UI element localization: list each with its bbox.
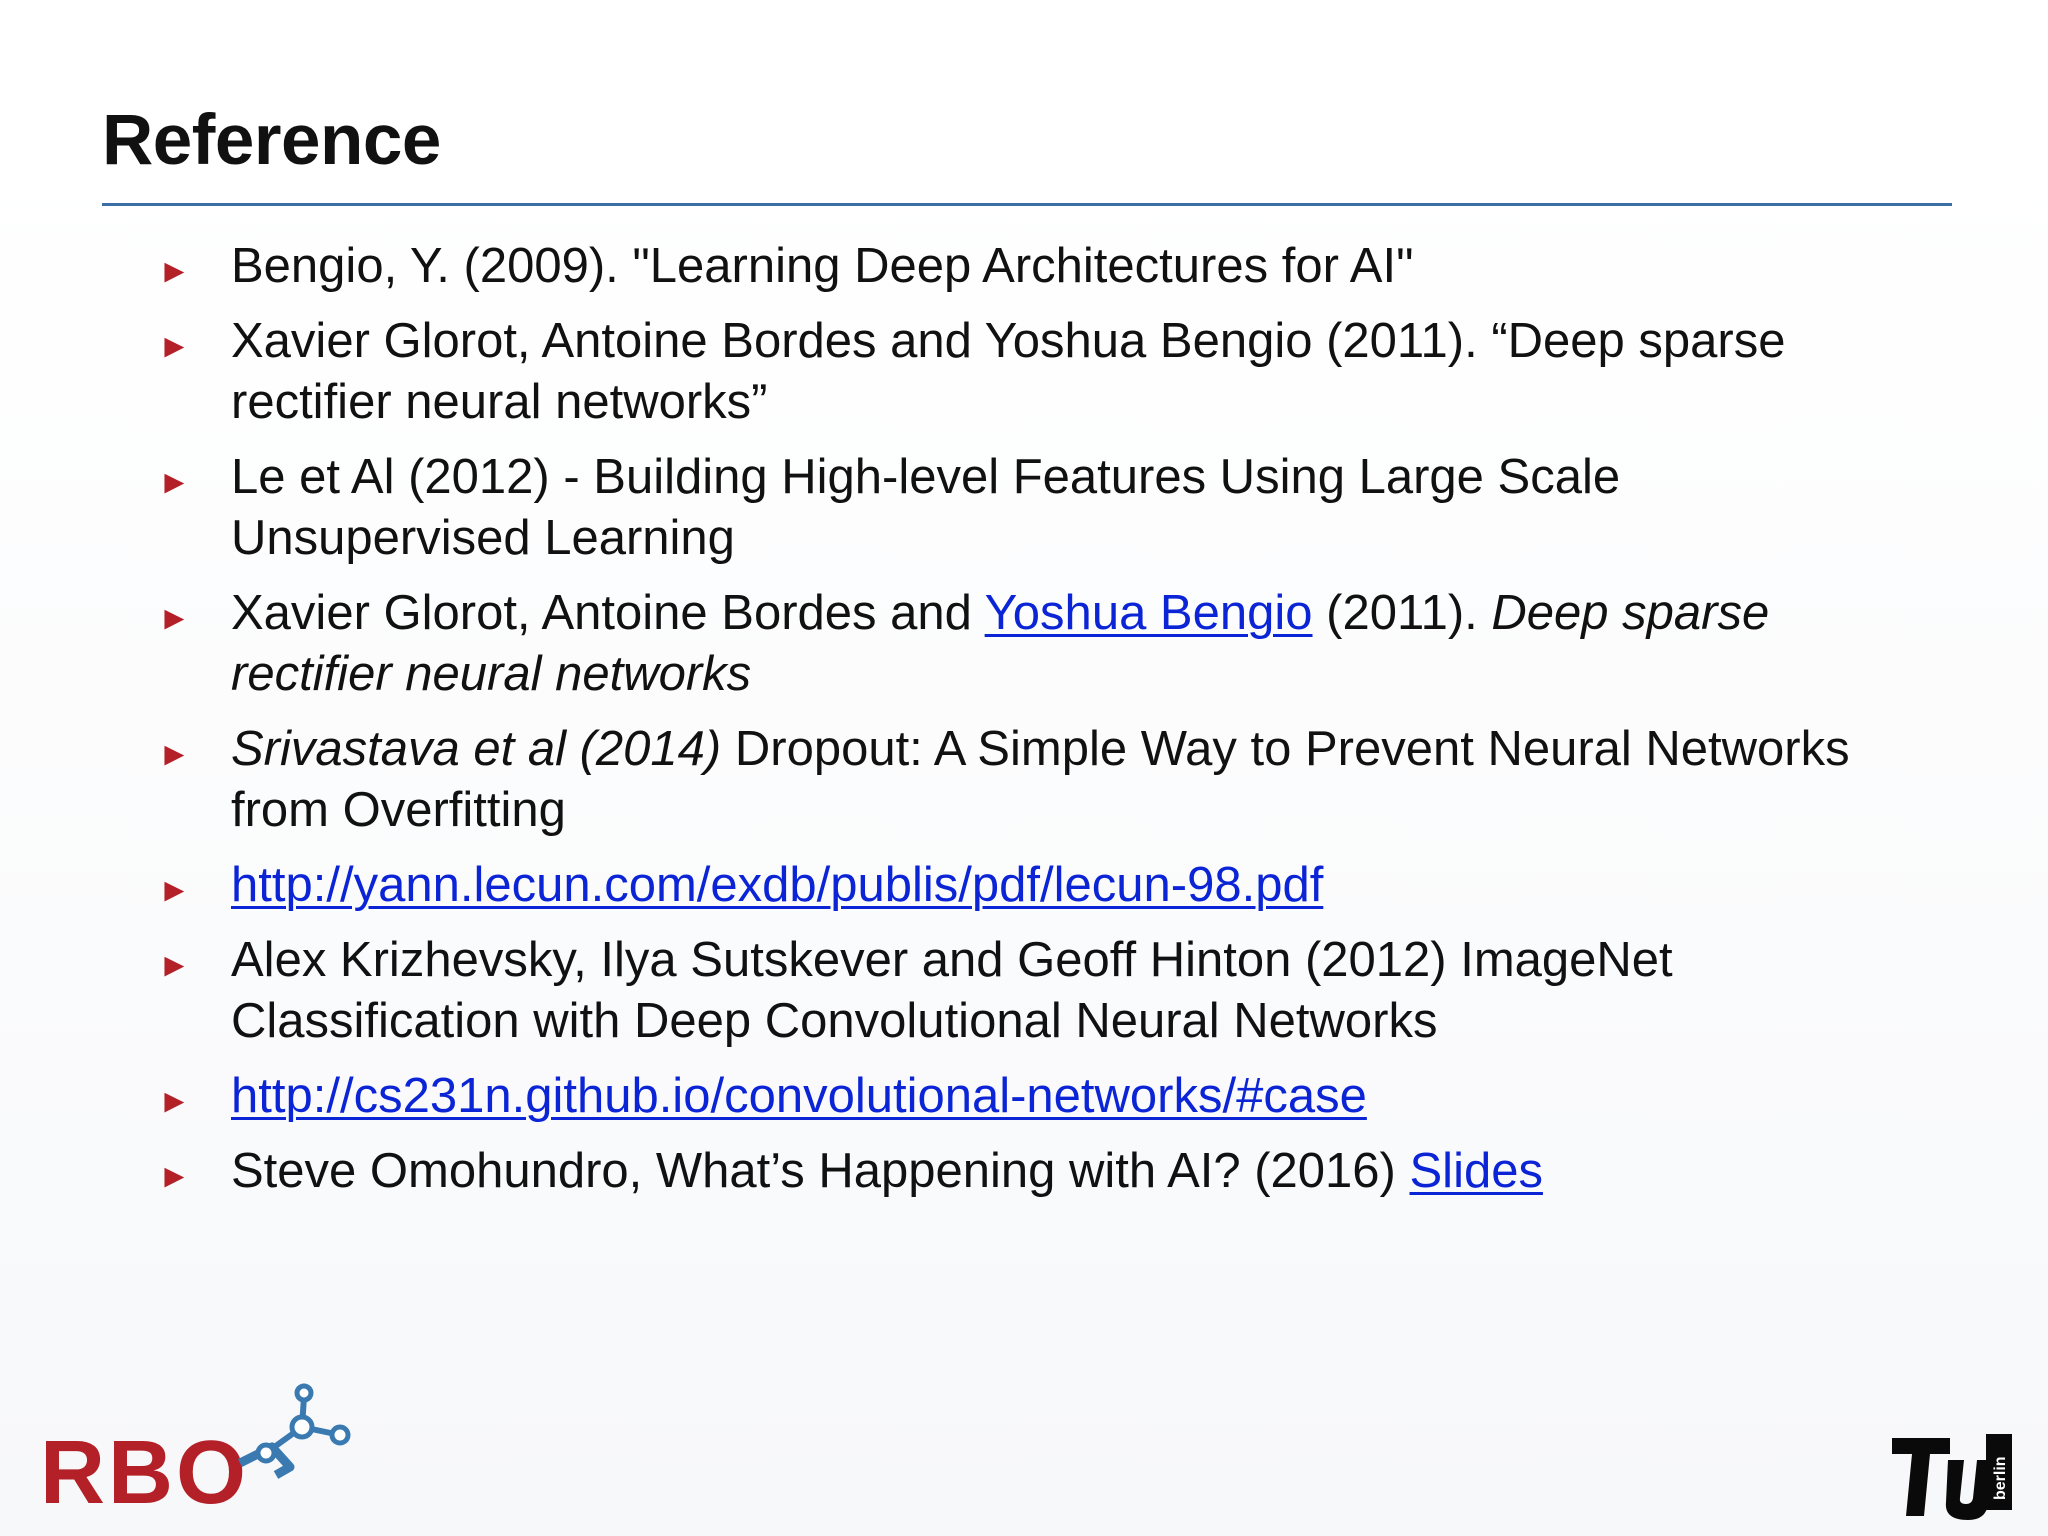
bullet-icon: ► — [158, 599, 191, 636]
reference-text: Steve Omohundro, What’s Happening with AI? (2016) Slides — [231, 1144, 1543, 1198]
tu-berlin-logo — [1888, 1430, 2018, 1525]
reference-text: Le et Al (2012) - Building High-level Features Using Large Scale Unsupervised Learning — [231, 450, 1621, 565]
slide-title: Reference — [102, 101, 441, 180]
bullet-icon: ► — [158, 1157, 191, 1194]
author-link-yoshua-bengio[interactable]: Yoshua Bengio — [984, 586, 1313, 640]
lecun-98-pdf-link[interactable]: http://yann.lecun.com/exdb/publis/pdf/lecun-98.pdf — [231, 858, 1324, 912]
bullet-icon: ► — [158, 946, 191, 983]
rbo-logo — [40, 1375, 370, 1525]
reference-text: Bengio, Y. (2009). "Learning Deep Architectures for AI" — [231, 239, 1414, 293]
reference-text — [231, 855, 1941, 916]
robot-arm-icon — [40, 1375, 370, 1525]
bullet-icon: ► — [158, 1082, 191, 1119]
tu-berlin-logo-text: berlin — [1992, 1456, 2009, 1500]
tu-berlin-logo-icon — [1888, 1430, 2018, 1525]
reference-text: Xavier Glorot, Antoine Bordes and Yoshua Bengio (2011). “Deep sparse rectifier neural networks” — [231, 314, 1786, 429]
reference-text: Srivastava et al (2014) Dropout: A Simple Way to Prevent Neural Networks from Overfitting — [231, 722, 1850, 837]
bullet-icon: ► — [158, 871, 191, 908]
bullet-icon: ► — [158, 735, 191, 772]
bullet-icon: ► — [158, 463, 191, 500]
rbo-logo-text: RBO — [40, 1423, 249, 1523]
bullet-icon: ► — [158, 327, 191, 364]
bullet-icon: ► — [158, 252, 191, 289]
reference-text — [231, 1066, 1941, 1127]
reference-text: Alex Krizhevsky, Ilya Sutskever and Geoff Hinton (2012) ImageNet Classification with Deep Convolutional Neural Networks — [231, 933, 1673, 1048]
reference-text: Xavier Glorot, Antoine Bordes and Yoshua Bengio (2011). Deep sparse rectifier neural networks — [231, 586, 1770, 701]
slides-link[interactable]: Slides — [1409, 1144, 1543, 1198]
cs231n-link[interactable]: http://cs231n.github.io/convolutional-networks/#case — [231, 1069, 1367, 1123]
